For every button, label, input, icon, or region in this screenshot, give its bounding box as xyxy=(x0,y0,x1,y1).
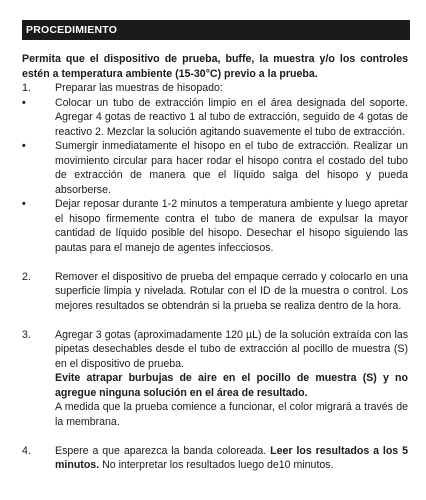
bullet-text: Sumergir inmediatamente el hisopo en el tubo de extracción. Realizar un movimiento circular para hacer rodar el hisopo contra el costado del tubo de extracción de manera que el líquido salga del hisopo y pueda absorberse. xyxy=(55,140,408,196)
step-3 xyxy=(22,328,408,430)
intro-paragraph: Permita que el dispositivo de prueba, buffe, la muestra y/o los controles estén a temperatura ambiente (15-30°C) previo a la prueba. xyxy=(22,53,408,80)
bullet-icon: • xyxy=(22,140,26,152)
step-4 xyxy=(22,444,408,473)
step-note-text: A medida que la prueba comience a funcionar, el color migrará a través de la membrana. xyxy=(55,401,408,428)
step-number: 3. xyxy=(22,328,31,341)
spacer xyxy=(22,429,408,444)
bullet-text: Colocar un tubo de extracción limpio en el área designada del soporte. Agregar 4 gotas de reactivo 1 al tubo de extracción, seguido de 4 gotas de reactivo 2. Mezclar la solución agitando suavemente el tubo de extracción. xyxy=(55,96,408,138)
step-text: Espere a que aparezca la banda coloreada. xyxy=(55,444,267,457)
bullet-icon: • xyxy=(22,96,26,109)
spacer xyxy=(22,255,408,270)
step-1-bullet-3 xyxy=(22,197,408,255)
step-text: Agregar 3 gotas (aproximadamente 120 µL) de la solución extraída con las pipetas desechables desde el tubo de extracción al pocillo de muestra (S) en el dispositivo de prueba. xyxy=(55,328,408,370)
step-1-bullet-2 xyxy=(22,139,408,197)
spacer xyxy=(22,313,408,328)
step-text: Preparar las muestras de hisopado: xyxy=(55,82,223,94)
step-number: 1. xyxy=(22,82,31,94)
step-1-bullet-1 xyxy=(22,96,408,140)
step-text-block xyxy=(55,444,408,473)
step-emphasis-text: Leer los resultados a los 5 minutos. xyxy=(55,444,408,471)
procedure-document xyxy=(22,20,408,473)
step-2 xyxy=(22,270,408,314)
step-number: 2. xyxy=(22,270,31,283)
step-note-text: No interpretar los resultados luego de10 minutos. xyxy=(102,459,334,471)
step-text-block xyxy=(55,328,408,430)
bullet-text: Dejar reposar durante 1-2 minutos a temperatura ambiente y luego apretar el hisopo firmemente contra el tubo de manera de expulsar la mayor cantidad de líquido posible del hisopo. Desechar el hisopo siguiendo las pautas para el manejo de agentes infecciosos. xyxy=(55,198,408,254)
step-1 xyxy=(22,81,408,96)
step-number: 4. xyxy=(22,444,31,457)
step-warning-text: Evite atrapar burbujas de aire en el pocillo de muestra (S) y no agregue ninguna solución en el área de resultado. xyxy=(55,372,408,399)
bullet-icon: • xyxy=(22,198,26,210)
section-header: PROCEDIMIENTO xyxy=(22,20,410,40)
step-text: Remover el dispositivo de prueba del empaque cerrado y colocarlo en una superficie limpia y nivelada. Rotular con el ID de la muestra o control. Los mejores resultados se obtendrán si la prueba se realiza dentro de la hora. xyxy=(55,270,408,312)
